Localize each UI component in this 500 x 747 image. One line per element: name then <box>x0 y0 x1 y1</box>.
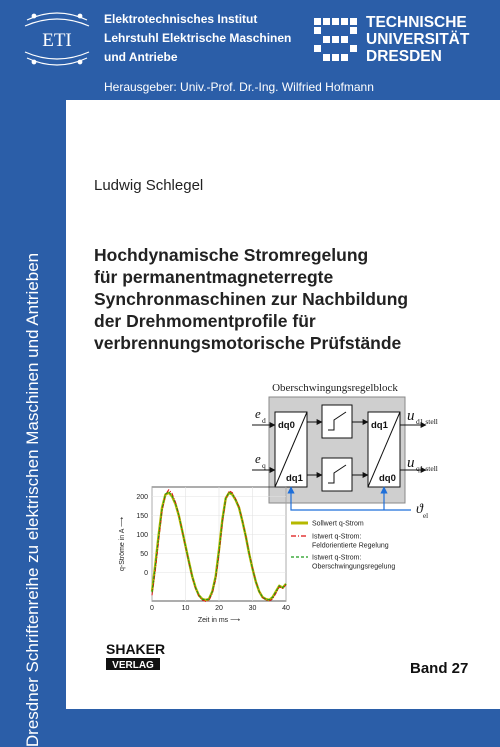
eti-logo <box>22 10 92 66</box>
input-bottom-label: e <box>255 451 261 466</box>
controller-block-top <box>322 405 352 438</box>
x-tick-label: 0 <box>150 605 154 612</box>
x-tick-label: 30 <box>248 605 257 612</box>
angle-label: ϑ <box>416 502 423 517</box>
tud-logo <box>312 10 494 70</box>
block-diagram <box>252 382 438 520</box>
angle-subscript: el <box>423 512 429 520</box>
title-line: verbrennungsmotorische Prüfstände <box>94 333 402 353</box>
tud-line: UNIVERSITÄT <box>366 31 470 48</box>
series-sidebar <box>0 100 66 747</box>
shaker-logo-line1: SHAKER <box>106 641 166 657</box>
tud-line: DRESDEN <box>366 48 442 65</box>
x-axis-ticks <box>150 605 290 612</box>
title-line: Hochdynamische Stromregelung <box>94 245 369 265</box>
output-bottom-label: u <box>407 455 415 471</box>
output-bottom-subscript: q1 stell <box>416 464 438 473</box>
eti-logo-text: ETI <box>42 30 72 51</box>
block-title: Oberschwingungsregelblock <box>272 382 398 394</box>
current-chart <box>119 487 395 624</box>
x-tick-label: 10 <box>181 605 190 612</box>
author-name: Ludwig Schlegel <box>94 177 204 194</box>
y-axis-ticks <box>136 494 148 577</box>
institute-line: Elektrotechnisches Institut <box>104 12 258 26</box>
institute-line: und Antriebe <box>104 50 178 64</box>
left-block-bottom-label: dq1 <box>286 473 303 484</box>
input-top-subscript: d <box>262 416 266 425</box>
series-title: Dresdner Schriftenreihe zu elektrischen Maschinen und Antrieben <box>23 252 42 747</box>
output-top-label: u <box>407 408 415 424</box>
input-top-label: e <box>255 406 261 421</box>
shaker-verlag-logo <box>106 640 170 680</box>
chart-legend <box>291 521 395 571</box>
legend-label-foc: Istwert q-Strom: Feldorientierte Regelung <box>312 533 389 550</box>
institute-name <box>104 10 291 67</box>
cover-panel <box>66 100 500 709</box>
output-top-subscript: d1 stell <box>416 417 438 426</box>
left-block-top-label: dq0 <box>278 420 295 431</box>
institute-line: Lehrstuhl Elektrische Maschinen <box>104 31 292 45</box>
title-line: für permanentmagneterregte <box>94 267 334 287</box>
tud-line: TECHNISCHE <box>366 14 467 31</box>
input-bottom-subscript: q <box>262 461 266 470</box>
legend-label-harmonic: Istwert q-Strom: Oberschwingungsregelung <box>312 554 396 571</box>
y-tick-label: 150 <box>136 513 148 520</box>
y-tick-label: 50 <box>140 551 148 558</box>
legend-label-setpoint: Sollwert q-Strom <box>312 520 364 528</box>
shaker-logo-line2: VERLAG <box>112 660 154 671</box>
title-line: Synchronmaschinen zur Nachbildung <box>94 289 409 309</box>
publisher-line: Herausgeber: Univ.-Prof. Dr.-Ing. Wilfried Hofmann <box>104 80 374 94</box>
volume-number: Band 27 <box>410 660 469 677</box>
y-tick-label: 0 <box>144 570 148 577</box>
x-tick-label: 40 <box>282 605 290 612</box>
x-tick-label: 20 <box>215 605 223 612</box>
header <box>0 0 500 100</box>
right-block-top-label: dq1 <box>371 420 388 431</box>
y-axis-label: q-Ströme in A ⟶ <box>119 516 126 572</box>
x-axis-label: Zeit in ms ⟶ <box>197 617 241 624</box>
y-tick-label: 100 <box>136 532 148 539</box>
right-block-bottom-label: dq0 <box>379 473 396 484</box>
controller-block-bottom <box>322 458 352 491</box>
y-tick-label: 200 <box>136 494 148 501</box>
title-line: der Drehmomentprofile für <box>94 311 316 331</box>
cover-figure <box>66 100 500 709</box>
